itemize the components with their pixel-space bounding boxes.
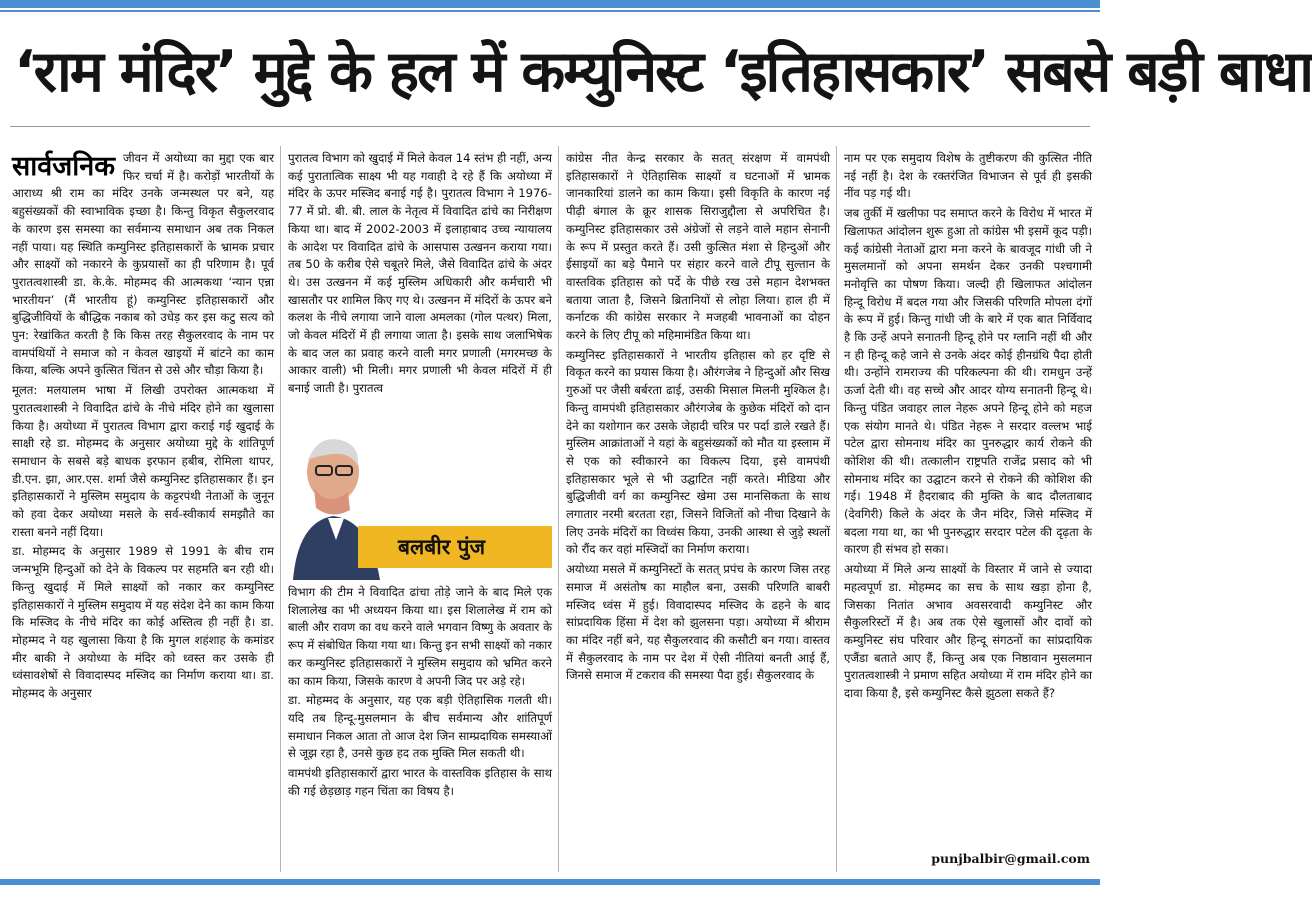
column-2-paragraph-1: पुरातत्व विभाग को खुदाई में मिले केवल 14 स्तंभ ही नहीं, अन्य कई पुरातात्विक साक्ष्य भी यह गवाही दे रहे हैं कि अयोध्या में मंदिर के ऊपर मस्जिद बनाई गई है। पुरातत्व विभाग ने 1976-77 में प्रो. बी. बी. लाल के नेतृत्व में विवादित ढांचे का निरीक्षण किया था। बाद में 2002-2003 में इलाहाबाद उच्च न्यायालय के आदेश पर विवादित ढांचे के आसपास उत्खनन कराया गया। तब 50 के करीब ऐसे चबूतरे मिले, जैसे विवादित ढांचे के अंदर थे। उस उत्खनन में कई मुस्लिम अधिकारी और कर्मचारी भी खासतौर पर शामिल किए गए थे। उत्खनन में मंदिरों के ऊपर बने कलश के नीचे लगाया जाने वाला अमलका (गोल पत्थर) मिला, जो केवल मंदिरों में ही लगाया जाता है। इसके साथ जलाभिषेक के बाद जल का प्रवाह करने वाली मगर प्रणाली (मगरमच्छ के आकार वाली) भी मिली। मगर प्रणाली भी केवल मंदिरों में ही बनाई जाती है। पुरातत्व xyxy=(288,151,552,396)
column-1 xyxy=(12,150,274,870)
column-2-paragraph-2: विभाग की टीम ने विवादित ढांचा तोड़े जाने के बाद मिले एक शिलालेख का भी अध्ययन किया था। इस शिलालेख में राम को बाली और रावण का वध करने वाले भगवान विष्णु के अवतार के रूप में संबोधित किया गया था। किन्तु इन सभी साक्ष्यों को नकार कर कम्युनिस्ट इतिहासकारों ने मुस्लिम समुदाय को भ्रमित करने का काम किया, जिसके कारण वे अपनी जिद पर अड़े रहे। xyxy=(288,585,552,688)
column-divider xyxy=(836,146,837,872)
column-2-paragraph-4: वामपंथी इतिहासकारों द्वारा भारत के वास्तविक इतिहास के साथ की गई छेड़छाड़ गहन चिंता का विषय है। xyxy=(288,766,552,798)
top-accent-line xyxy=(0,10,1100,12)
column-3-paragraph-3: अयोध्या मसले में कम्युनिस्टों के सतत् प्रपंच के कारण जिस तरह समाज में असंतोष का माहौल बना, उसकी परिणति बाबरी मस्जिद ध्वंस में हुई। विवादास्पद मस्जिद के ढहने के बाद सांप्रदायिक हिंसा में देश को झुलसना पड़ा। अयोध्या में श्रीराम का मंदिर नहीं बने, यह सैकुलरवाद की कसौटी बन गया। वास्तव में सैकुलरवाद के नाम पर देश में ऐसी नीतियां बनती आई हैं, जिनसे समाज में टकराव की समस्या पैदा हुई। सैकुलरवाद के xyxy=(566,562,830,683)
column-1-paragraph-2: मूलत: मलयालम भाषा में लिखी उपरोक्त आत्मकथा में पुरातत्वशास्त्री ने विवादित ढांचे के नीचे मंदिर होने का खुलासा किया है। अयोध्या में पुरातत्व विभाग द्वारा कराई गई खुदाई के साक्षी रहे डा. मोहम्मद के अनुसार अयोध्या मुद्दे के शांतिपूर्ण समाधान के सबसे बड़े बाधक इरफान हबीब, रोमिला थापर, डी.एन. झा, आर.एस. शर्मा जैसे कम्युनिस्ट इतिहासकार हैं। इन इतिहासकारों ने मुस्लिम समुदाय के कट्टरपंथी नेताओं के जुनून को हवा देकर अयोध्या मसले के सर्व-स्वीकार्य समझौते का रास्ता बनने नहीं दिया। xyxy=(12,383,274,539)
author-box xyxy=(288,430,552,582)
column-1-paragraph-1: जीवन में अयोध्या का मुद्दा एक बार फिर चर्चा में है। करोड़ों भारतीयों के आराध्य श्री राम का मंदिर उनके जन्मस्थल पर बने, यह बहुसंख्यकों की स्वाभाविक इच्छा है। किन्तु विकृत सैकुलरवाद के कारण इस समस्या का सर्वमान्य समाधान अब तक निकल नहीं पाया। यह स्थिति कम्युनिस्ट इतिहासकारों के भ्रामक प्रचार और साक्ष्यों को नकारने के कुप्रयासों का ही परिणाम है। पूर्व पुरातत्वशास्त्री डा. के.के. मोहम्मद की आत्मकथा ‘न्यान एन्ना भारतीयन’ (मैं भारतीय हूं) कम्युनिस्ट इतिहासकारों और बुद्धिजीवियों के बौद्धिक नकाब को उधेड़ कर इस कटु सत्य को पुन: रेखांकित करती है कि किस तरह सैकुलरवाद के नाम पर वामपंथियों ने समाज को न केवल खाइयों में बांटने का काम किया, बल्कि अपने कुत्सित चिंतन से उसे और चौड़ा किया है। xyxy=(12,151,274,378)
top-accent-bar xyxy=(0,0,1100,8)
column-4-paragraph-1: नाम पर एक समुदाय विशेष के तुष्टीकरण की कुत्सित नीति नई नहीं है। देश के रक्तरंजित विभाजन से पूर्व ही इसकी नींव पड़ गई थी। xyxy=(844,151,1092,201)
headline: ‘राम मंदिर’ मुद्दे के हल में कम्युनिस्ट ‘इतिहासकार’ सबसे बड़ी बाधा xyxy=(14,39,1312,105)
column-4 xyxy=(844,150,1092,848)
author-email: punjbalbir@gmail.com xyxy=(931,851,1090,866)
column-divider xyxy=(558,146,559,872)
column-2-bottom xyxy=(288,584,552,870)
column-3-paragraph-1: कांग्रेस नीत केन्द्र सरकार के सतत् संरक्षण में वामपंथी इतिहासकारों ने ऐतिहासिक साक्ष्यों व घटनाओं में भ्रामक जानकारियां डालने का काम किया। इसी विकृति के कारण नई पीढ़ी बंगाल के क्रूर शासक सिराजुद्दौला से अपरिचित है। कम्युनिस्ट इतिहासकार उसे अंग्रेजों से लड़ने वाले महान सेनानी के रूप में प्रस्तुत करते हैं। उसी कुत्सित मंशा से हिन्दुओं और ईसाइयों का बड़े पैमाने पर संहार करने वाले टीपू सुल्तान के वास्तविक इतिहास को पर्दे के पीछे रख उसे महान देशभक्त बताया जाता है, जिसने ब्रितानियों से लोहा लिया। हाल ही में कर्नाटक की कांग्रेस सरकार ने मजहबी भावनाओं का दोहन करने के लिए टीपू को महिमामंडित किया था। xyxy=(566,151,830,343)
column-4-paragraph-2: जब तुर्की में खलीफा पद समाप्त करने के विरोध में भारत में खिलाफत आंदोलन शुरू हुआ तो कांग्रेस भी इसमें कूद पड़ी। कई कांग्रेसी नेताओं द्वारा मना करने के बावजूद गांधी जी ने मुसलमानों को अपना समर्थन देकर उनकी पश्चगामी मनोवृत्ति का पोषण किया। जल्दी ही खिलाफत आंदोलन हिन्दू विरोध में बदल गया और जिसकी परिणति मोपला दंगों के रूप में हुई। किन्तु गांधी जी के बारे में एक बात निर्विवाद है कि उन्हें अपने सनातनी हिन्दू होने पर ग्लानि नहीं थी और न ही हिन्दू कहे जाने से उनके अंदर कोई हीनग्रंथि पैदा होती थी। उन्होंने रामराज्य की परिकल्पना की थी। रामधुन उन्हें ऊर्जा देती थी। वह सच्चे और आदर योग्य सनातनी हिन्दू थे। किन्तु पंडित जवाहर लाल नेहरू अपने हिन्दू होने को महज एक संयोग मानते थे। पंडित नेहरू ने सरदार वल्लभ भाई पटेल द्वारा सोमनाथ मंदिर का पुनरुद्धार कार्य रोकने की कोशिश की थी। तत्कालीन राष्ट्रपति राजेंद्र प्रसाद को भी सोमनाथ मंदिर का उद्घाटन करने से रोकने की कोशिश की गई। 1948 में हैदराबाद की मुक्ति के बाद दौलताबाद (देवगिरी) किले के अंदर के जैन मंदिर, जिसे मस्जिद में बदला गया था, का भी पुनरुद्धार सरदार पटेल की दृढ़ता के कारण ही संभव हो सका। xyxy=(844,206,1092,557)
column-2-paragraph-3: डा. मोहम्मद के अनुसार, यह एक बड़ी ऐतिहासिक गलती थी। यदि तब हिन्दू-मुसलमान के बीच सर्वमान्य और शांतिपूर्ण समाधान निकल आता तो आज देश जिन साम्प्रदायिक समस्याओं से जूझ रहा है, उनसे कुछ हद तक मुक्ति मिल सकती थी। xyxy=(288,693,552,761)
bottom-accent-bar xyxy=(0,879,1100,885)
column-3 xyxy=(566,150,830,870)
headline-rule xyxy=(10,126,1090,127)
column-4-paragraph-3: अयोध्या में मिले अन्य साक्ष्यों के विस्तार में जाने से ज्यादा महत्वपूर्ण डा. मोहम्मद का सच के साथ खड़ा होना है, जिसका नितांत अभाव अवसरवादी कम्युनिस्ट और सैकुलरिस्टों में है। अब तक ऐसे खुलासों और दावों को कम्युनिस्ट संघ परिवार और हिन्दू संगठनों का सांप्रदायिक एजैंडा बताते आए हैं, किन्तु अब एक निष्ठावान मुसलमान पुरातत्वशास्त्री ने प्रमाण सहित अयोध्या में राम मंदिर होने का दावा किया है, इसे कम्युनिस्ट कैसे झुठला सकते हैं? xyxy=(844,562,1092,701)
column-divider xyxy=(280,146,281,872)
column-2-top xyxy=(288,150,552,428)
author-name: बलबीर पुंज xyxy=(398,535,486,559)
section-label: सार्वजनिक xyxy=(12,151,116,182)
column-3-paragraph-2: कम्युनिस्ट इतिहासकारों ने भारतीय इतिहास को हर दृष्टि से विकृत करने का प्रयास किया है। औरंगजेब ने हिन्दुओं और सिख गुरुओं पर जैसी बर्बरता ढाई, उसकी मिसाल मिलनी मुश्किल है। किन्तु वामपंथी इतिहासकार औरंगजेब के कुछेक मंदिरों को दान देने का यशोगान कर उसके जेहादी चरित्र पर पर्दा डाले रखते हैं। मुस्लिम आक्रांताओं ने यहां के बहुसंख्यकों को मौत या इस्लाम में से एक को स्वीकारने का विकल्प दिया, इसे वामपंथी इतिहासकार भूले से भी उद्घाटित नहीं करते। मीडिया और बुद्धिजीवी वर्ग का कम्युनिस्ट खेमा उस मानसिकता के साथ लगातार नरमी बरतता रहा, जिसने विजितों को नीचा दिखाने के लिए उनके मंदिरों का विध्वंस किया, उनकी आस्था से जुड़े स्थलों को रौंद कर वहां मस्जिदों का निर्माण कराया। xyxy=(566,347,830,557)
column-1-paragraph-3: डा. मोहम्मद के अनुसार 1989 से 1991 के बीच राम जन्मभूमि हिन्दुओं को देने के विकल्प पर सहमति बन रही थी। किन्तु खुदाई में मिले साक्ष्यों को नकार कर कम्युनिस्ट इतिहासकारों ने मुस्लिम समुदाय में यह संदेश देने का काम किया कि मस्जिद के नीचे मंदिर का कोई अस्तित्व ही नहीं है। डा. मोहम्मद ने यह खुलासा किया है कि मुगल शहंशाह के कमांडर मीर बाकी ने अयोध्या के मंदिर को ध्वस्त कर उसके ही ध्वंसावशेषों से विवादास्पद मस्जिद का निर्माण कराया था। डा. मोहम्मद के अनुसार xyxy=(12,544,274,701)
